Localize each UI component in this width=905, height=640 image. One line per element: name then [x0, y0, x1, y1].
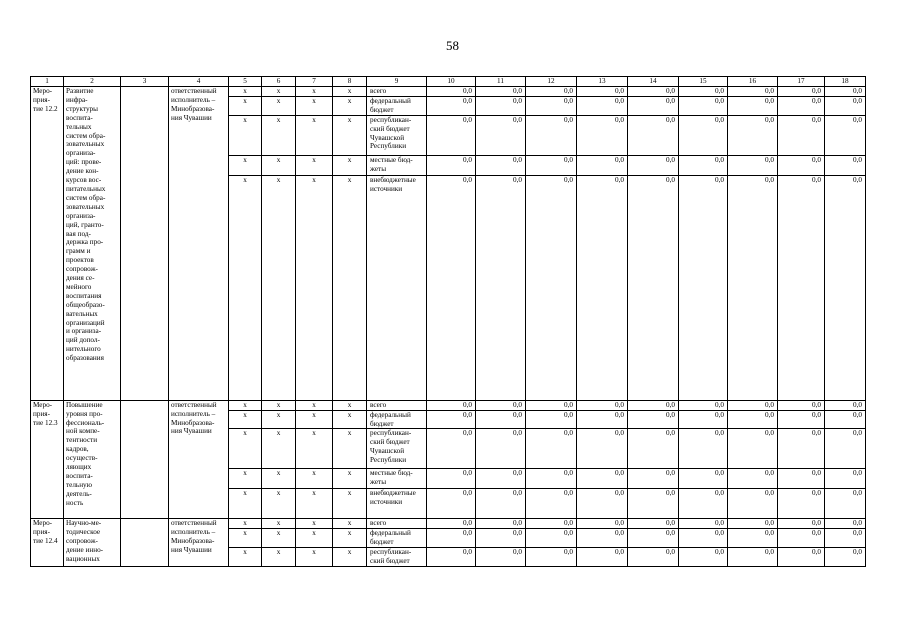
- amount-cell: 0,0: [427, 175, 476, 400]
- amount-cell: 0,0: [778, 87, 825, 97]
- code-cell: x: [296, 469, 333, 489]
- amount-cell: 0,0: [679, 489, 728, 519]
- amount-cell: 0,0: [526, 175, 577, 400]
- amount-cell: 0,0: [825, 400, 866, 410]
- column-number-cell: 6: [262, 77, 296, 87]
- column-number-cell: 7: [296, 77, 333, 87]
- column-number-cell: 9: [367, 77, 427, 87]
- header-row: [31, 77, 866, 87]
- amount-cell: 0,0: [476, 410, 526, 429]
- column-3-cell: [121, 400, 169, 519]
- amount-cell: 0,0: [679, 429, 728, 469]
- amount-cell: 0,0: [728, 469, 778, 489]
- amount-cell: 0,0: [679, 155, 728, 175]
- amount-cell: 0,0: [825, 529, 866, 548]
- code-cell: x: [296, 410, 333, 429]
- amount-cell: 0,0: [526, 400, 577, 410]
- funding-source-cell: республикан- ский бюджет Чувашской Республики: [367, 429, 427, 469]
- amount-cell: 0,0: [628, 548, 679, 567]
- amount-cell: 0,0: [825, 429, 866, 469]
- code-cell: x: [262, 548, 296, 567]
- code-cell: x: [296, 429, 333, 469]
- code-cell: x: [333, 400, 367, 410]
- page-number: 58: [446, 38, 459, 53]
- code-cell: x: [229, 400, 262, 410]
- amount-cell: 0,0: [577, 400, 628, 410]
- amount-cell: 0,0: [628, 519, 679, 529]
- amount-cell: 0,0: [728, 429, 778, 469]
- amount-cell: 0,0: [728, 115, 778, 155]
- code-cell: x: [296, 96, 333, 115]
- amount-cell: 0,0: [577, 96, 628, 115]
- amount-cell: 0,0: [526, 489, 577, 519]
- amount-cell: 0,0: [825, 87, 866, 97]
- amount-cell: 0,0: [628, 469, 679, 489]
- code-cell: x: [262, 529, 296, 548]
- code-cell: x: [262, 175, 296, 400]
- amount-cell: 0,0: [628, 175, 679, 400]
- column-number-cell: 1: [31, 77, 64, 87]
- amount-cell: 0,0: [679, 519, 728, 529]
- table-row: [31, 87, 866, 97]
- code-cell: x: [296, 87, 333, 97]
- funding-source-cell: внебюджетные источники: [367, 489, 427, 519]
- executor-cell: ответственный исполнитель – Минобразова- ния Чувашии: [169, 400, 229, 519]
- code-cell: x: [296, 519, 333, 529]
- amount-cell: 0,0: [825, 519, 866, 529]
- code-cell: x: [333, 87, 367, 97]
- funding-source-cell: местные бюд- жеты: [367, 469, 427, 489]
- code-cell: x: [229, 87, 262, 97]
- code-cell: x: [333, 155, 367, 175]
- code-cell: x: [262, 400, 296, 410]
- amount-cell: 0,0: [628, 96, 679, 115]
- amount-cell: 0,0: [778, 519, 825, 529]
- funding-source-cell: республикан- ский бюджет Чувашской Республики: [367, 115, 427, 155]
- amount-cell: 0,0: [825, 410, 866, 429]
- column-number-cell: 17: [778, 77, 825, 87]
- code-cell: x: [262, 519, 296, 529]
- amount-cell: 0,0: [577, 175, 628, 400]
- code-cell: x: [262, 155, 296, 175]
- amount-cell: 0,0: [476, 429, 526, 469]
- activity-name-cell: Повышение уровня про- фессиональ- ной компе- тентности кадров, осуществ- ляющих воспита- тельную деятель- ность: [64, 400, 121, 519]
- code-cell: x: [262, 469, 296, 489]
- amount-cell: 0,0: [778, 400, 825, 410]
- amount-cell: 0,0: [728, 175, 778, 400]
- code-cell: x: [262, 87, 296, 97]
- amount-cell: 0,0: [728, 87, 778, 97]
- amount-cell: 0,0: [427, 87, 476, 97]
- code-cell: x: [229, 429, 262, 469]
- column-number-cell: 4: [169, 77, 229, 87]
- code-cell: x: [229, 96, 262, 115]
- code-cell: x: [296, 489, 333, 519]
- amount-cell: 0,0: [679, 175, 728, 400]
- amount-cell: 0,0: [427, 548, 476, 567]
- code-cell: x: [229, 519, 262, 529]
- amount-cell: 0,0: [679, 548, 728, 567]
- code-cell: x: [296, 529, 333, 548]
- amount-cell: 0,0: [778, 155, 825, 175]
- amount-cell: 0,0: [427, 429, 476, 469]
- amount-cell: 0,0: [778, 489, 825, 519]
- amount-cell: 0,0: [778, 410, 825, 429]
- activity-name-cell: Развитие инфра- структуры воспита- тельных систем обра- зовательных организа- ций: прове- дение кон- курсов вос- питательных систем обра- зовательных организа- ций, гранто- вая под- держка про- грамм и проектов сопровож- дения се- мейного воспитания общеобразо- вательных организаций и организа- ций допол- нительного образования: [64, 87, 121, 401]
- code-cell: x: [229, 548, 262, 567]
- code-cell: x: [333, 96, 367, 115]
- amount-cell: 0,0: [526, 410, 577, 429]
- amount-cell: 0,0: [427, 469, 476, 489]
- amount-cell: 0,0: [825, 115, 866, 155]
- amount-cell: 0,0: [577, 489, 628, 519]
- amount-cell: 0,0: [679, 469, 728, 489]
- code-cell: x: [229, 469, 262, 489]
- column-number-cell: 13: [577, 77, 628, 87]
- amount-cell: 0,0: [526, 548, 577, 567]
- amount-cell: 0,0: [427, 410, 476, 429]
- amount-cell: 0,0: [628, 400, 679, 410]
- amount-cell: 0,0: [728, 96, 778, 115]
- amount-cell: 0,0: [526, 87, 577, 97]
- amount-cell: 0,0: [825, 155, 866, 175]
- amount-cell: 0,0: [577, 519, 628, 529]
- code-cell: x: [296, 175, 333, 400]
- column-number-cell: 10: [427, 77, 476, 87]
- amount-cell: 0,0: [825, 96, 866, 115]
- code-cell: x: [229, 115, 262, 155]
- code-cell: x: [262, 96, 296, 115]
- table-row: [31, 400, 866, 410]
- column-number-cell: 18: [825, 77, 866, 87]
- code-cell: x: [333, 410, 367, 429]
- column-number-cell: 15: [679, 77, 728, 87]
- column-number-cell: 14: [628, 77, 679, 87]
- amount-cell: 0,0: [476, 548, 526, 567]
- code-cell: x: [296, 155, 333, 175]
- code-cell: x: [296, 115, 333, 155]
- code-cell: x: [229, 410, 262, 429]
- funding-source-cell: федеральный бюджет: [367, 410, 427, 429]
- activity-number-cell: Меро- прия- тие 12.2: [31, 87, 64, 401]
- amount-cell: 0,0: [577, 115, 628, 155]
- column-number-cell: 11: [476, 77, 526, 87]
- amount-cell: 0,0: [628, 115, 679, 155]
- code-cell: x: [229, 175, 262, 400]
- amount-cell: 0,0: [577, 155, 628, 175]
- amount-cell: 0,0: [427, 489, 476, 519]
- amount-cell: 0,0: [728, 410, 778, 429]
- code-cell: x: [229, 529, 262, 548]
- amount-cell: 0,0: [628, 155, 679, 175]
- amount-cell: 0,0: [476, 400, 526, 410]
- activity-name-cell: Научно-ме- тодическое сопровож- дение инно- вационных: [64, 519, 121, 567]
- amount-cell: 0,0: [476, 489, 526, 519]
- column-number-cell: 8: [333, 77, 367, 87]
- column-3-cell: [121, 519, 169, 567]
- executor-cell: ответственный исполнитель – Минобразова- ния Чувашии: [169, 87, 229, 401]
- column-number-cell: 16: [728, 77, 778, 87]
- code-cell: x: [333, 469, 367, 489]
- amount-cell: 0,0: [825, 175, 866, 400]
- amount-cell: 0,0: [778, 429, 825, 469]
- amount-cell: 0,0: [577, 410, 628, 429]
- amount-cell: 0,0: [679, 410, 728, 429]
- funding-source-cell: всего: [367, 519, 427, 529]
- amount-cell: 0,0: [728, 519, 778, 529]
- amount-cell: 0,0: [577, 548, 628, 567]
- amount-cell: 0,0: [778, 548, 825, 567]
- amount-cell: 0,0: [427, 519, 476, 529]
- amount-cell: 0,0: [526, 529, 577, 548]
- amount-cell: 0,0: [427, 96, 476, 115]
- amount-cell: 0,0: [679, 400, 728, 410]
- funding-source-cell: республикан- ский бюджет: [367, 548, 427, 567]
- amount-cell: 0,0: [476, 96, 526, 115]
- amount-cell: 0,0: [628, 529, 679, 548]
- funding-source-cell: внебюджетные источники: [367, 175, 427, 400]
- amount-cell: 0,0: [728, 489, 778, 519]
- amount-cell: 0,0: [476, 155, 526, 175]
- table-row: [31, 519, 866, 529]
- amount-cell: 0,0: [679, 529, 728, 548]
- code-cell: x: [229, 489, 262, 519]
- amount-cell: 0,0: [628, 410, 679, 429]
- amount-cell: 0,0: [427, 529, 476, 548]
- amount-cell: 0,0: [778, 469, 825, 489]
- funding-table: [30, 76, 866, 567]
- activity-number-cell: Меро- прия- тие 12.4: [31, 519, 64, 567]
- amount-cell: 0,0: [628, 87, 679, 97]
- amount-cell: 0,0: [728, 529, 778, 548]
- code-cell: x: [333, 175, 367, 400]
- amount-cell: 0,0: [728, 155, 778, 175]
- amount-cell: 0,0: [577, 469, 628, 489]
- amount-cell: 0,0: [778, 529, 825, 548]
- column-number-cell: 5: [229, 77, 262, 87]
- amount-cell: 0,0: [476, 87, 526, 97]
- amount-cell: 0,0: [476, 519, 526, 529]
- amount-cell: 0,0: [728, 548, 778, 567]
- amount-cell: 0,0: [628, 429, 679, 469]
- code-cell: x: [333, 519, 367, 529]
- code-cell: x: [296, 400, 333, 410]
- amount-cell: 0,0: [526, 155, 577, 175]
- amount-cell: 0,0: [476, 115, 526, 155]
- funding-source-cell: всего: [367, 400, 427, 410]
- amount-cell: 0,0: [825, 489, 866, 519]
- column-3-cell: [121, 87, 169, 401]
- amount-cell: 0,0: [778, 96, 825, 115]
- amount-cell: 0,0: [577, 87, 628, 97]
- amount-cell: 0,0: [476, 469, 526, 489]
- amount-cell: 0,0: [476, 529, 526, 548]
- amount-cell: 0,0: [577, 429, 628, 469]
- column-number-cell: 2: [64, 77, 121, 87]
- code-cell: x: [262, 115, 296, 155]
- column-number-cell: 12: [526, 77, 577, 87]
- code-cell: x: [333, 489, 367, 519]
- code-cell: x: [229, 155, 262, 175]
- amount-cell: 0,0: [778, 115, 825, 155]
- amount-cell: 0,0: [825, 469, 866, 489]
- code-cell: x: [333, 529, 367, 548]
- amount-cell: 0,0: [526, 115, 577, 155]
- funding-source-cell: федеральный бюджет: [367, 96, 427, 115]
- code-cell: x: [262, 429, 296, 469]
- funding-source-cell: местные бюд- жеты: [367, 155, 427, 175]
- column-number-cell: 3: [121, 77, 169, 87]
- amount-cell: 0,0: [427, 115, 476, 155]
- code-cell: x: [296, 548, 333, 567]
- amount-cell: 0,0: [427, 155, 476, 175]
- executor-cell: ответственный исполнитель – Минобразова- ния Чувашии: [169, 519, 229, 567]
- amount-cell: 0,0: [526, 469, 577, 489]
- amount-cell: 0,0: [825, 548, 866, 567]
- funding-source-cell: всего: [367, 87, 427, 97]
- funding-source-cell: федеральный бюджет: [367, 529, 427, 548]
- amount-cell: 0,0: [526, 96, 577, 115]
- amount-cell: 0,0: [526, 429, 577, 469]
- amount-cell: 0,0: [476, 175, 526, 400]
- code-cell: x: [333, 115, 367, 155]
- amount-cell: 0,0: [679, 87, 728, 97]
- code-cell: x: [262, 489, 296, 519]
- amount-cell: 0,0: [526, 519, 577, 529]
- amount-cell: 0,0: [628, 489, 679, 519]
- amount-cell: 0,0: [577, 529, 628, 548]
- amount-cell: 0,0: [778, 175, 825, 400]
- amount-cell: 0,0: [679, 115, 728, 155]
- code-cell: x: [333, 429, 367, 469]
- amount-cell: 0,0: [679, 96, 728, 115]
- code-cell: x: [262, 410, 296, 429]
- amount-cell: 0,0: [728, 400, 778, 410]
- code-cell: x: [333, 548, 367, 567]
- amount-cell: 0,0: [427, 400, 476, 410]
- activity-number-cell: Меро- прия- тие 12.3: [31, 400, 64, 519]
